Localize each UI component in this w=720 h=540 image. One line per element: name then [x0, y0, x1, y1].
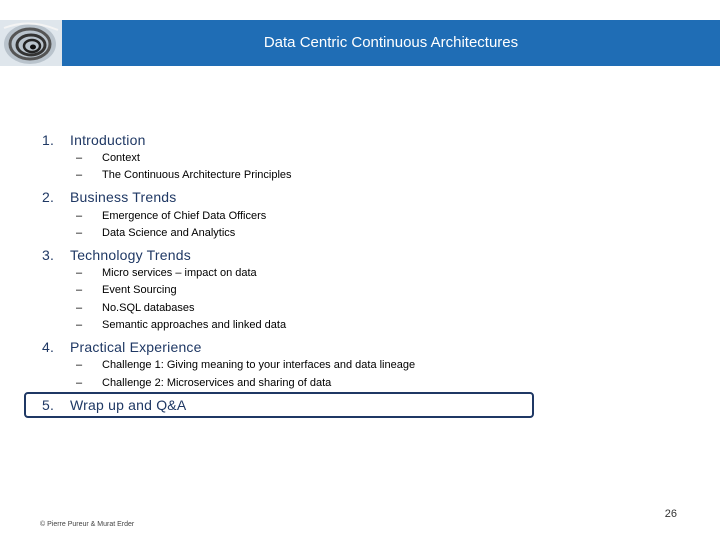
copyright-footer: © Pierre Pureur & Murat Erder — [40, 521, 135, 528]
agenda-item-technology-trends — [42, 247, 191, 263]
agenda-subitem: – Challenge 1: Giving meaning to your interfaces and data lineage — [76, 359, 416, 371]
agenda-number: 1. — [42, 132, 55, 148]
agenda-title: Wrap up and Q&A — [70, 397, 187, 413]
agenda-subitem: – Data Science and Analytics — [76, 227, 236, 239]
agenda-number: 3. — [42, 247, 55, 263]
agenda-title: Practical Experience — [70, 339, 202, 355]
agenda-subitem: – Micro services – impact on data — [76, 267, 257, 279]
agenda-subitem: – Context — [76, 152, 140, 164]
agenda-number: 5. — [42, 397, 55, 413]
agenda-number: 4. — [42, 339, 55, 355]
agenda-subitem: – Challenge 2: Microservices and sharing of data — [76, 377, 332, 389]
spiral-staircase-logo-icon — [0, 20, 62, 66]
agenda-title: Introduction — [70, 132, 146, 148]
agenda-item-business-trends — [42, 189, 177, 205]
agenda-title: Technology Trends — [70, 247, 191, 263]
agenda-subitem: – No.SQL databases — [76, 302, 195, 314]
agenda-item-wrap-up — [42, 397, 186, 413]
page-number: 26 — [664, 508, 677, 520]
agenda-item-practical-experience — [42, 339, 202, 355]
title-bar — [0, 20, 720, 66]
agenda-item-introduction — [42, 132, 146, 148]
slide-title: Data Centric Continuous Architectures — [263, 34, 519, 51]
agenda-subitem: – Emergence of Chief Data Officers — [76, 210, 267, 222]
agenda-subitem: – The Continuous Architecture Principles — [76, 169, 292, 181]
agenda-subitem: – Semantic approaches and linked data — [76, 319, 287, 331]
agenda-title: Business Trends — [70, 189, 177, 205]
agenda-number: 2. — [42, 189, 55, 205]
agenda-subitem: – Event Sourcing — [76, 284, 177, 296]
